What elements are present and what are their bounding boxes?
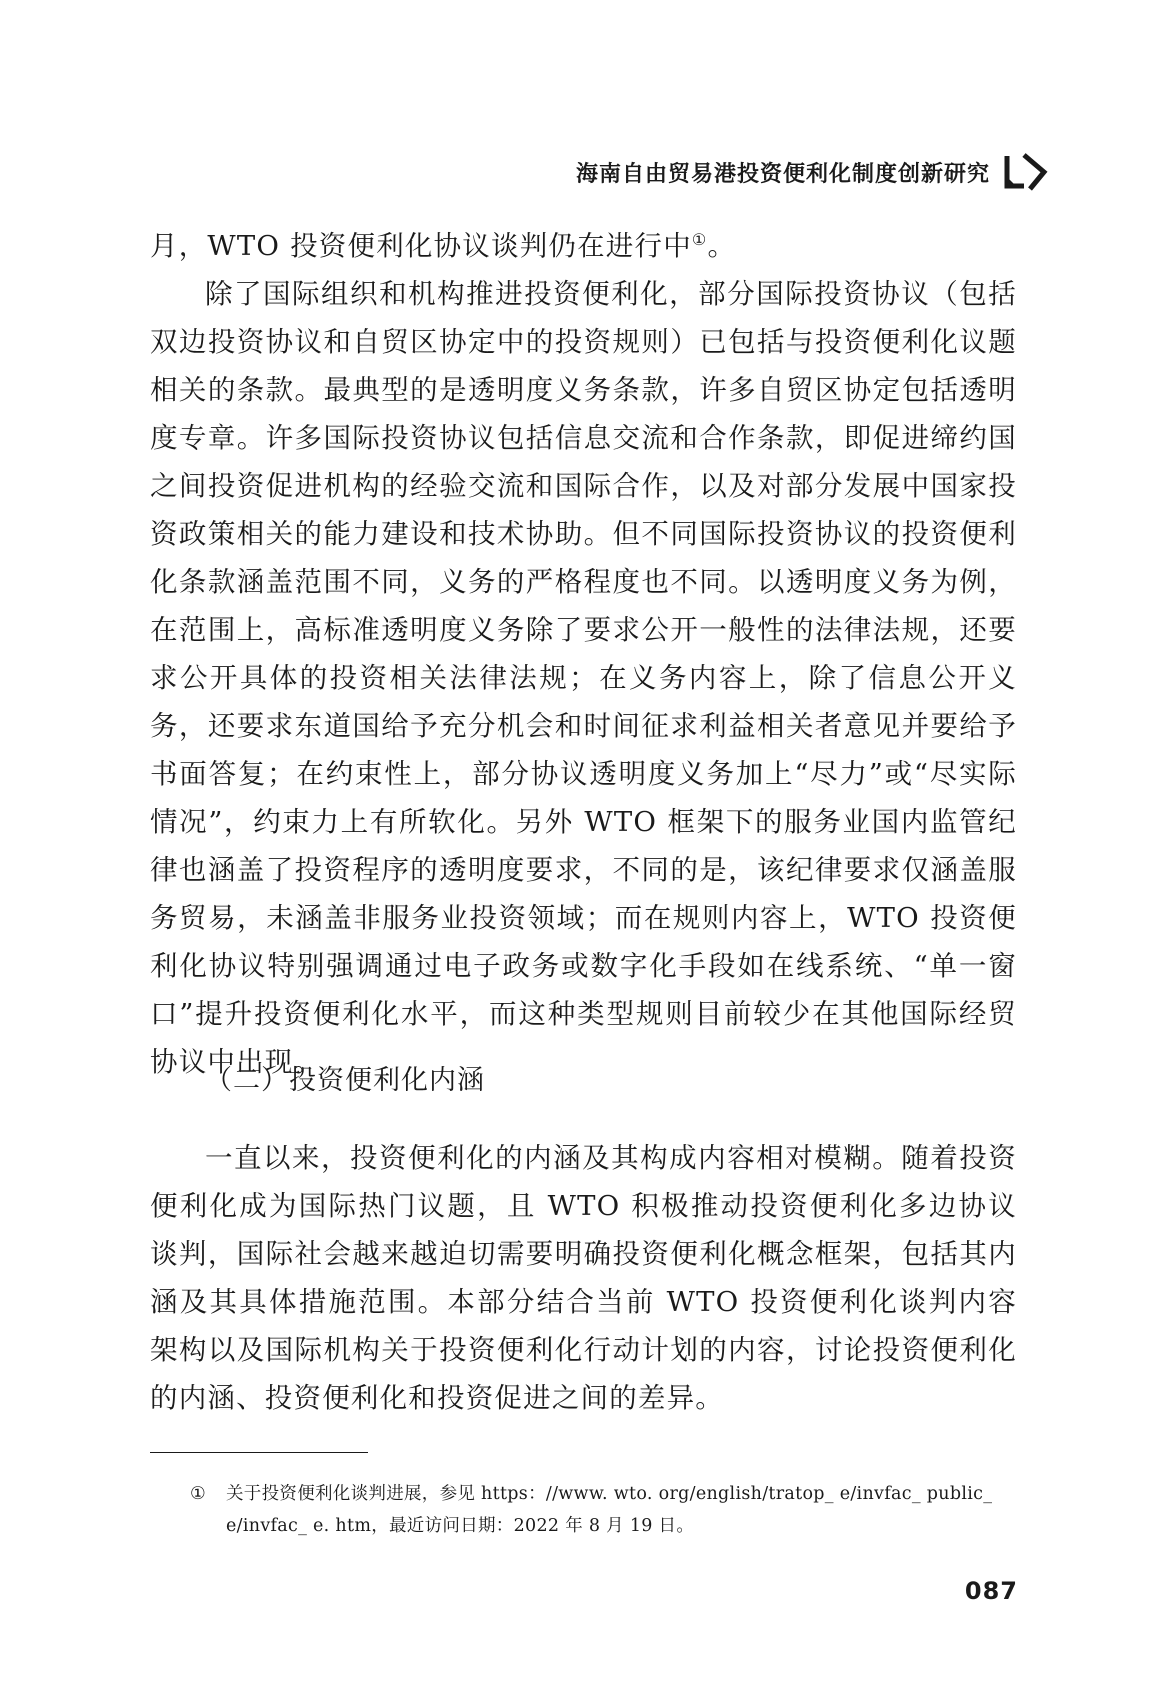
chapter-arrow-icon [1004, 152, 1056, 192]
section-paragraph: 一直以来，投资便利化的内涵及其构成内容相对模糊。随着投资便利化成为国际热门议题，且 WTO 积极推动投资便利化多边协议谈判，国际社会越来越迫切需要明确投资便利化概念框架，包括其内涵及其具体措施范围。本部分结合当前 WTO 投资便利化谈判内容架构以及国际机构关于投资便利化行动计划的内容，讨论投资便利化的内涵、投资便利化和投资促进之间的差异。 [150, 1142, 1017, 1414]
continuation-paragraph [150, 222, 1017, 270]
running-header [576, 152, 1056, 192]
continuation-end: 。 [707, 230, 737, 262]
body-paragraph-1: 除了国际组织和机构推进投资便利化，部分国际投资协议（包括双边投资协议和自贸区协定中的投资规则）已包括与投资便利化议题相关的条款。最典型的是透明度义务条款，许多自贸区协定包括透明度专章。许多国际投资协议包括信息交流和合作条款，即促进缔约国之间投资促进机构的经验交流和国际合作，以及对部分发展中国家投资政策相关的能力建设和技术协助。但不同国际投资协议的投资便利化条款涵盖范围不同，义务的严格程度也不同。以透明度义务为例，在范围上，高标准透明度义务除了要求公开一般性的法律法规，还要求公开具体的投资相关法律法规；在义务内容上，除了信息公开义务，还要求东道国给予充分机会和时间征求利益相关者意见并要给予书面答复；在约束性上，部分协议透明度义务加上“尽力”或“尽实际情况”，约束力上有所软化。另外 WTO 框架下的服务业国内监管纪律也涵盖了投资程序的透明度要求，不同的是，该纪律要求仅涵盖服务贸易，未涵盖非服务业投资领域；而在规则内容上，WTO 投资便利化协议特别强调通过电子政务或数字化手段如在线系统、“单一窗口”提升投资便利化水平，而这种类型规则目前较少在其他国际经贸协议中出现。 [150, 278, 1017, 1078]
footnote-text: 关于投资便利化谈判进展，参见 https：//www. wto. org/english/tratop_ e/invfac_ public_ e/invfac_ e. htm，最近访问日期：2022 年 8 月 19 日。 [226, 1484, 993, 1536]
footnote-reference[interactable]: ① [691, 230, 708, 249]
footnote-divider [150, 1452, 368, 1453]
continuation-text: 月，WTO 投资便利化协议谈判仍在进行中 [150, 230, 692, 262]
page-number: 087 [964, 1577, 1018, 1605]
running-title: 海南自由贸易港投资便利化制度创新研究 [575, 161, 990, 187]
section-heading: （二）投资便利化内涵 [205, 1065, 485, 1096]
footnote [190, 1478, 1017, 1542]
footnote-mark: ① [190, 1484, 206, 1504]
